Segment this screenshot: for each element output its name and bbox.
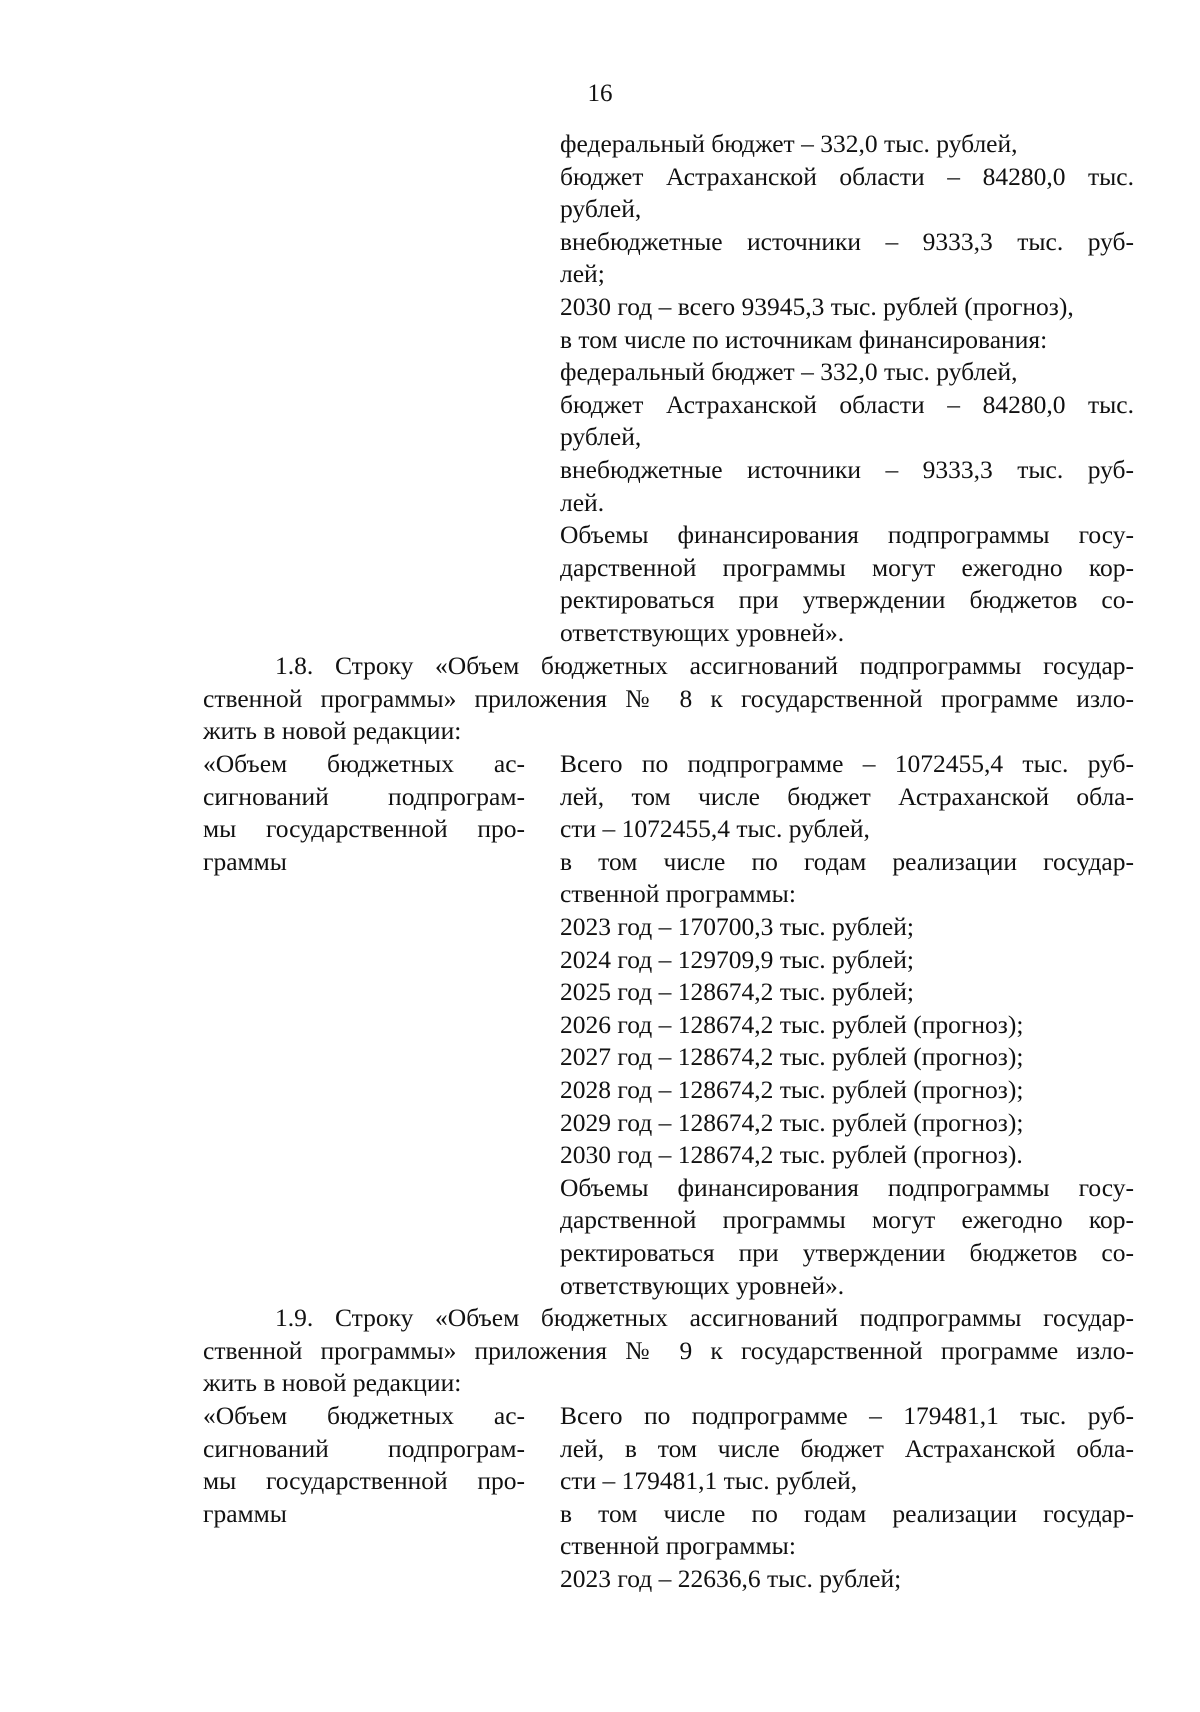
section-1-8-left-cell — [203, 748, 525, 878]
paragraph-line: 1.8. Строку «Объем бюджетных ассигнований подпрограммы государ- — [275, 651, 1134, 680]
table-value-line: ственной программы: — [560, 1531, 796, 1561]
section-1-8-paragraph — [203, 650, 1134, 748]
table-value-line: 2030 год – 128674,2 тыс. рублей (прогноз). — [560, 1140, 1023, 1170]
table-value-line: дарственной программы могут ежегодно кор- — [560, 1205, 1134, 1235]
table-value-line: Всего по подпрограмме – 1072455,4 тыс. руб- — [560, 749, 1134, 778]
text-line: бюджет Астраханской области – 84280,0 тыс. — [560, 161, 1134, 191]
text-line: 2030 год – всего 93945,3 тыс. рублей (прогноз), — [560, 291, 1074, 321]
table-value-line: 2024 год – 129709,9 тыс. рублей; — [560, 944, 914, 974]
text-line: в том числе по источникам финансирования: — [560, 324, 1048, 354]
section-1-9-paragraph — [203, 1302, 1134, 1400]
table-label-line: «Объем бюджетных ас- — [203, 749, 525, 778]
table-value-line: 2029 год – 128674,2 тыс. рублей (прогноз); — [560, 1107, 1024, 1137]
table-value-line: лей, в том числе бюджет Астраханской обла- — [560, 1433, 1134, 1463]
table-value-line: сти – 179481,1 тыс. рублей, — [560, 1466, 858, 1496]
table-value-line: в том числе по годам реализации государ- — [560, 1498, 1134, 1528]
text-line: лей. — [560, 487, 605, 517]
table-value-line: Объемы финансирования подпрограммы госу- — [560, 1172, 1134, 1202]
text-line: федеральный бюджет – 332,0 тыс. рублей, — [560, 357, 1018, 387]
section-1-8-right-cell — [560, 748, 1134, 1302]
text-line: рублей, — [560, 194, 642, 224]
section-1-9-right-cell — [560, 1400, 1134, 1596]
paragraph-line: 1.9. Строку «Объем бюджетных ассигнований подпрограммы государ- — [275, 1303, 1134, 1332]
text-line: рублей, — [560, 422, 642, 452]
text-line: бюджет Астраханской области – 84280,0 тыс. — [560, 389, 1134, 419]
text-line: Объемы финансирования подпрограммы госу- — [560, 520, 1134, 550]
text-line: внебюджетные источники – 9333,3 тыс. руб- — [560, 454, 1134, 484]
text-line: внебюджетные источники – 9333,3 тыс. руб- — [560, 226, 1134, 256]
paragraph-line: ственной программы» приложения № 8 к государственной программе изло- — [203, 683, 1134, 713]
table-label-line: мы государственной про- — [203, 1466, 525, 1496]
table-label-line: «Объем бюджетных ас- — [203, 1401, 525, 1430]
table-label-line: граммы — [203, 1498, 287, 1528]
table-value-line: лей, том числе бюджет Астраханской обла- — [560, 781, 1134, 811]
table-value-line: ректироваться при утверждении бюджетов со- — [560, 1237, 1134, 1267]
table-value-line: 2025 год – 128674,2 тыс. рублей; — [560, 977, 914, 1007]
table-label-line: граммы — [203, 846, 287, 876]
table-value-line: 2028 год – 128674,2 тыс. рублей (прогноз); — [560, 1074, 1024, 1104]
paragraph-line: жить в новой редакции: — [203, 716, 462, 746]
text-line: федеральный бюджет – 332,0 тыс. рублей, — [560, 129, 1018, 158]
table-value-line: 2023 год – 22636,6 тыс. рублей; — [560, 1563, 902, 1593]
paragraph-line: ственной программы» приложения № 9 к государственной программе изло- — [203, 1335, 1134, 1365]
text-line: лей; — [560, 259, 605, 289]
text-line: дарственной программы могут ежегодно кор- — [560, 552, 1134, 582]
page-number: 16 — [587, 80, 613, 107]
table-value-line: 2023 год – 170700,3 тыс. рублей; — [560, 911, 914, 941]
table-value-line: Всего по подпрограмме – 179481,1 тыс. руб- — [560, 1401, 1134, 1430]
text-line: ответствующих уровней». — [560, 617, 845, 647]
table-label-line: сигнований подпрограм- — [203, 781, 525, 811]
section-1-9-left-cell — [203, 1400, 525, 1530]
table-value-line: ответствующих уровней». — [560, 1270, 845, 1300]
table-value-line: 2027 год – 128674,2 тыс. рублей (прогноз); — [560, 1042, 1024, 1072]
table-label-line: сигнований подпрограм- — [203, 1433, 525, 1463]
table-value-line: в том числе по годам реализации государ- — [560, 846, 1134, 876]
table-value-line: 2026 год – 128674,2 тыс. рублей (прогноз); — [560, 1009, 1024, 1039]
table-value-line: ственной программы: — [560, 879, 796, 909]
table-label-line: мы государственной про- — [203, 814, 525, 844]
block1-right-column — [560, 128, 1134, 650]
paragraph-line: жить в новой редакции: — [203, 1368, 462, 1398]
table-value-line: сти – 1072455,4 тыс. рублей, — [560, 814, 870, 844]
text-line: ректироваться при утверждении бюджетов со- — [560, 585, 1134, 615]
